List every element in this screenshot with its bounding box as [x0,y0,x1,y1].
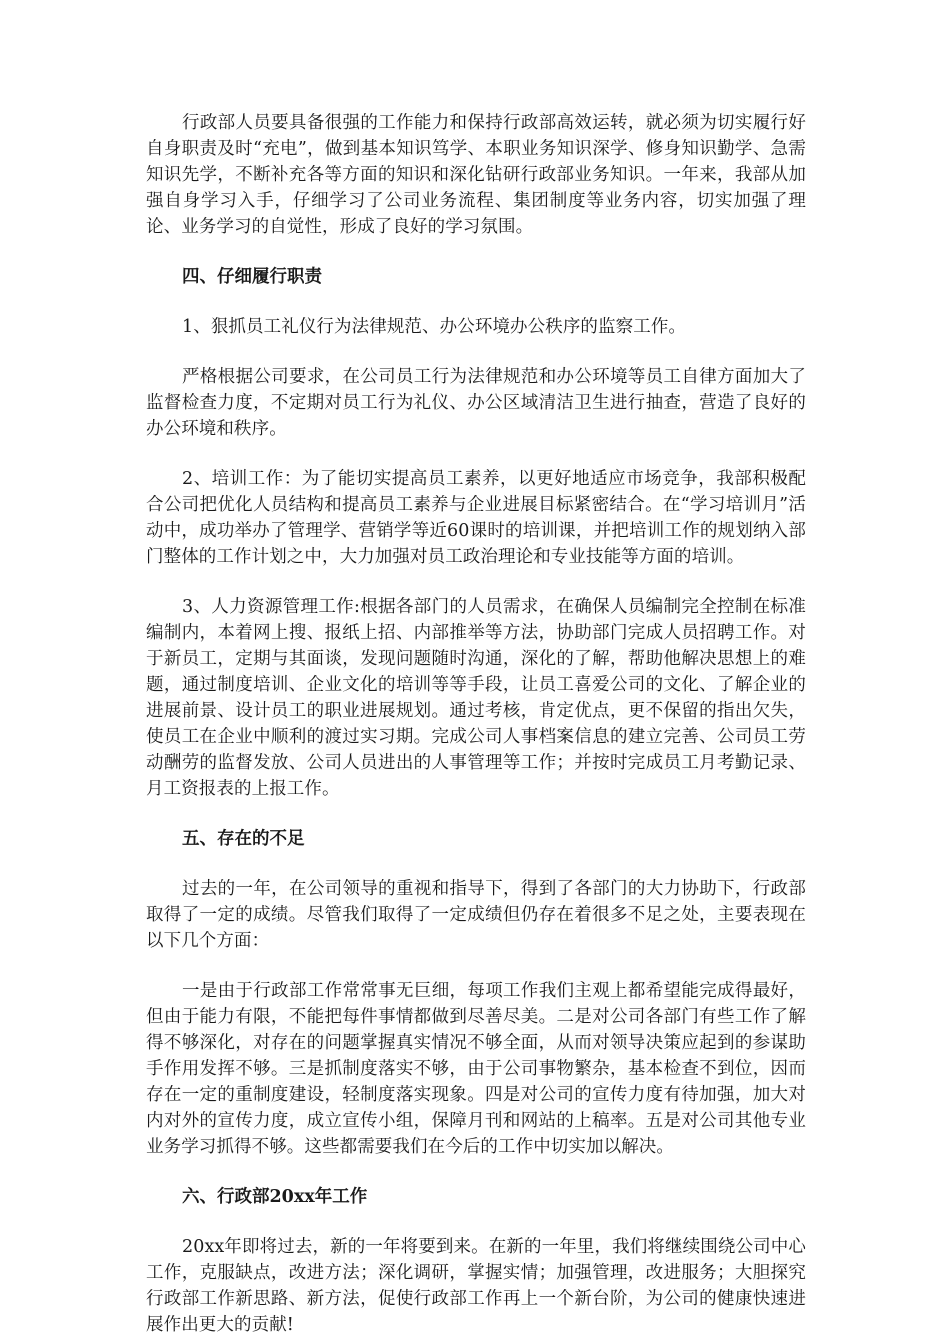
heading-section-five: 五、存在的不足 [182,829,305,849]
paragraph-shortcomings-intro: 过去的一年，在公司领导的重视和指导下，得到了各部门的大力协助下，行政部取得了一定的成绩。尽管我们取得了一定成绩但仍存在着很多不足之处，主要表现在以下几个方面： [146,879,806,951]
document-page [146,110,806,1338]
heading-section-six: 六、行政部20xx年工作 [182,1187,368,1207]
heading-section-four: 四、仔细履行职责 [182,267,322,287]
paragraph-next-year: 20xx年即将过去，新的一年将要到来。在新的一年里，我们将继续围绕公司中心工作，克服缺点，改进方法；深化调研，掌握实情；加强管理，改进服务；大胆探究行政部工作新思路、新方法，促使行政部工作再上一个新台阶，为公司的健康快速进展作出更大的贡献! [146,1237,806,1335]
paragraph-shortcomings-detail: 一是由于行政部工作常常事无巨细，每项工作我们主观上都希望能完成得最好，但由于能力有限，不能把每件事情都做到尽善尽美。二是对公司各部门有些工作了解得不够深化，对存在的问题掌握真实情况不够全面，从而对领导决策应起到的参谋助手作用发挥不够。三是抓制度落实不够，由于公司事物繁杂，基本检查不到位，因而存在一定的重制度建设，轻制度落实现象。四是对公司的宣传力度有待加强，加大对内对外的宣传力度，成立宣传小组，保障月刊和网站的上稿率。五是对公司其他专业业务学习抓得不够。这些都需要我们在今后的工作中切实加以解决。 [146,981,806,1157]
paragraph-item-hr: 3、人力资源管理工作:根据各部门的人员需求，在确保人员编制完全控制在标准编制内，本着网上搜、报纸上招、内部推举等方法，协助部门完成人员招聘工作。对于新员工，定期与其面谈，发现问题随时沟通，深化的了解，帮助他解决思想上的难题，通过制度培训、企业文化的培训等等手段，让员工喜爱公司的文化、了解企业的进展前景、设计员工的职业进展规划。通过考核，肯定优点，更不保留的指出欠失，使员工在企业中顺利的渡过实习期。完成公司人事档案信息的建立完善、公司员工劳动酬劳的监督发放、公司人员进出的人事管理等工作；并按时完成员工月考勤记录、月工资报表的上报工作。 [146,597,806,799]
paragraph-item-training: 2、培训工作：为了能切实提高员工素养，以更好地适应市场竞争，我部积极配合公司把优化人员结构和提高员工素养与企业进展目标紧密结合。在“学习培训月”活动中，成功举办了管理学、营销学等近60课时的培训课，并把培训工作的规划纳入部门整体的工作计划之中，大力加强对员工政治理论和专业技能等方面的培训。 [146,469,806,567]
paragraph-self-study: 行政部人员要具备很强的工作能力和保持行政部高效运转，就必须为切实履行好自身职责及时“充电”，做到基本知识笃学、本职业务知识深学、修身知识勤学、急需知识先学，不断补充各等方面的知识和深化钻研行政部业务知识。一年来，我部从加强自身学习入手，仔细学习了公司业务流程、集团制度等业务内容，切实加强了理论、业务学习的自觉性，形成了良好的学习氛围。 [146,113,806,237]
paragraph-item-etiquette: 1、狠抓员工礼仪行为法律规范、办公环境办公秩序的监察工作。 [182,317,687,337]
paragraph-etiquette-detail: 严格根据公司要求，在公司员工行为法律规范和办公环境等员工自律方面加大了监督检查力度，不定期对员工行为礼仪、办公区域清洁卫生进行抽查，营造了良好的办公环境和秩序。 [146,367,806,439]
